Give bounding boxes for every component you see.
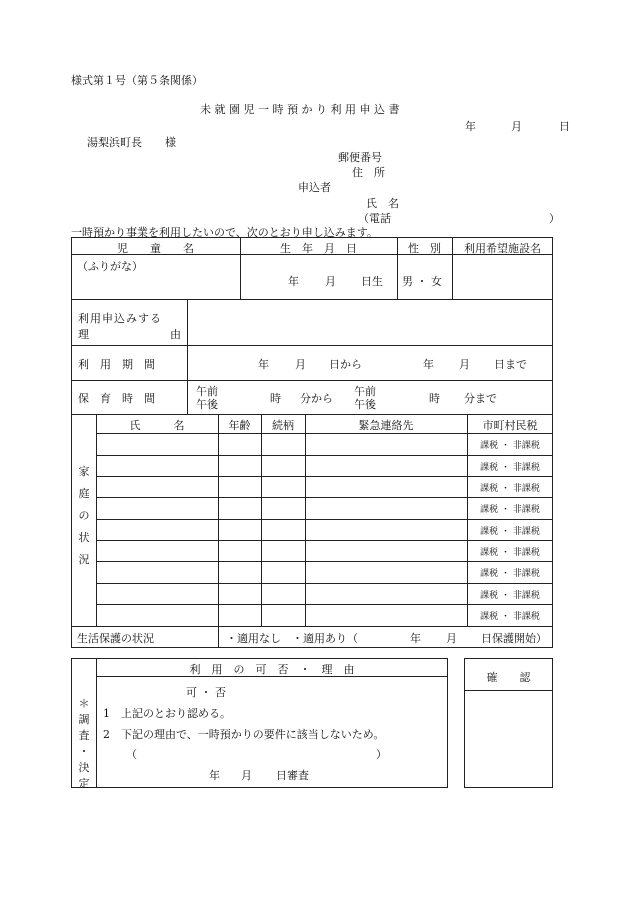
welfare-applied[interactable]: ・適用あり（ [292,632,358,645]
phone-close: ） [549,212,560,225]
reason-label-line1: 利用申込みする [78,312,162,325]
intro-text: 一時預かり事業を利用したいので、次のとおり申し込みます。 [71,226,378,239]
review-month: 月 [241,769,252,782]
gender-options[interactable]: 男 ・ 女 [402,275,442,288]
tax-option-row-4[interactable]: 課税 ・ 非課税 [480,505,540,515]
period-from-year: 年 [258,358,269,371]
review-options[interactable]: 可 ・ 否 [186,686,226,699]
hours-to-hour: 時 [429,392,440,405]
header-facility: 利用希望施設名 [464,242,541,255]
page-title: 未 就 園 児 一 時 預 か り 利 用 申 込 書 [200,103,400,116]
period-to-month: 月 [459,358,470,371]
reason-label-yu: 由 [170,328,181,341]
welfare-start: 日保護開始） [481,632,547,645]
phone-label: （電話 [358,212,391,225]
review-header: 利 用 の 可 否 ・ 理 由 [189,663,355,676]
date-day: 日 [559,120,570,133]
hours-to-min: 分まで [464,392,497,405]
hours-am2: 午前 [354,385,376,398]
welfare-none[interactable]: ・適用なし [226,632,281,645]
family-header-relation: 続柄 [272,419,294,432]
tax-option-row-1[interactable]: 課税 ・ 非課税 [480,441,540,451]
birth-month: 月 [325,275,336,288]
addressee-sama: 様 [165,136,176,149]
welfare-label: 生活保護の状況 [77,632,154,645]
hours-am: 午前 [196,385,218,398]
family-side-label: 家 庭 の 状 況 [78,465,90,566]
hours-label: 保 育 時 間 [78,392,155,405]
family-header-contact: 緊急連絡先 [358,419,414,432]
period-to-day: 日まで [494,358,527,371]
birth-day: 日生 [361,275,383,288]
address-label: 住 所 [352,166,385,179]
hours-pm2: 午後 [354,398,376,411]
header-child-name: 児 童 名 [117,242,194,255]
family-header-name: 氏 名 [129,419,185,432]
review-side-label: ＊ 調 査 ・ 決 定 [78,697,90,790]
tax-option-row-3[interactable]: 課税 ・ 非課税 [480,484,540,494]
hours-pm: 午後 [196,398,218,411]
tax-option-row-7[interactable]: 課税 ・ 非課税 [480,569,540,579]
review-paren-close: ） [376,748,387,761]
addressee: 湯梨浜町長 [87,136,142,149]
applicant-label: 申込者 [298,181,331,194]
birth-year: 年 [288,275,299,288]
tax-option-row-6[interactable]: 課税 ・ 非課税 [480,548,540,558]
name-label: 氏 名 [366,197,399,210]
header-gender: 性 別 [408,242,441,255]
date-month: 月 [511,120,522,133]
family-header-tax: 市町村民税 [482,419,538,432]
welfare-year: 年 [410,632,421,645]
welfare-month: 月 [446,632,457,645]
tax-option-row-8[interactable]: 課税 ・ 非課税 [480,591,540,601]
period-from-month: 月 [295,358,306,371]
header-birthdate: 生 年 月 日 [280,242,357,255]
tax-option-row-2[interactable]: 課税 ・ 非課税 [480,463,540,473]
period-from-day: 日から [329,358,362,371]
family-header-age: 年齢 [228,419,251,432]
hours-from-min: 分から [300,392,333,405]
review-item-2: 2 下記の理由で、一時預かりの要件に該当しないため。 [103,728,385,741]
review-item-1: 1 上記のとおり認める。 [103,707,231,720]
review-box [71,658,448,788]
confirm-label: 確 認 [486,671,531,684]
postal-label: 郵便番号 [338,151,382,164]
review-day: 日審査 [276,769,309,782]
period-label: 利 用 期 間 [78,358,155,371]
tax-option-row-9[interactable]: 課税 ・ 非課税 [480,612,540,622]
review-year: 年 [209,769,220,782]
period-to-year: 年 [423,358,434,371]
form-number: 様式第１号（第５条関係） [71,74,203,87]
furigana-label: （ふりがな） [77,260,143,273]
hours-from-hour: 時 [270,392,281,405]
reason-label-ri: 理 [78,328,89,341]
date-year: 年 [465,120,476,133]
tax-option-row-5[interactable]: 課税 ・ 非課税 [480,527,540,537]
review-paren-open: （ [126,748,137,761]
